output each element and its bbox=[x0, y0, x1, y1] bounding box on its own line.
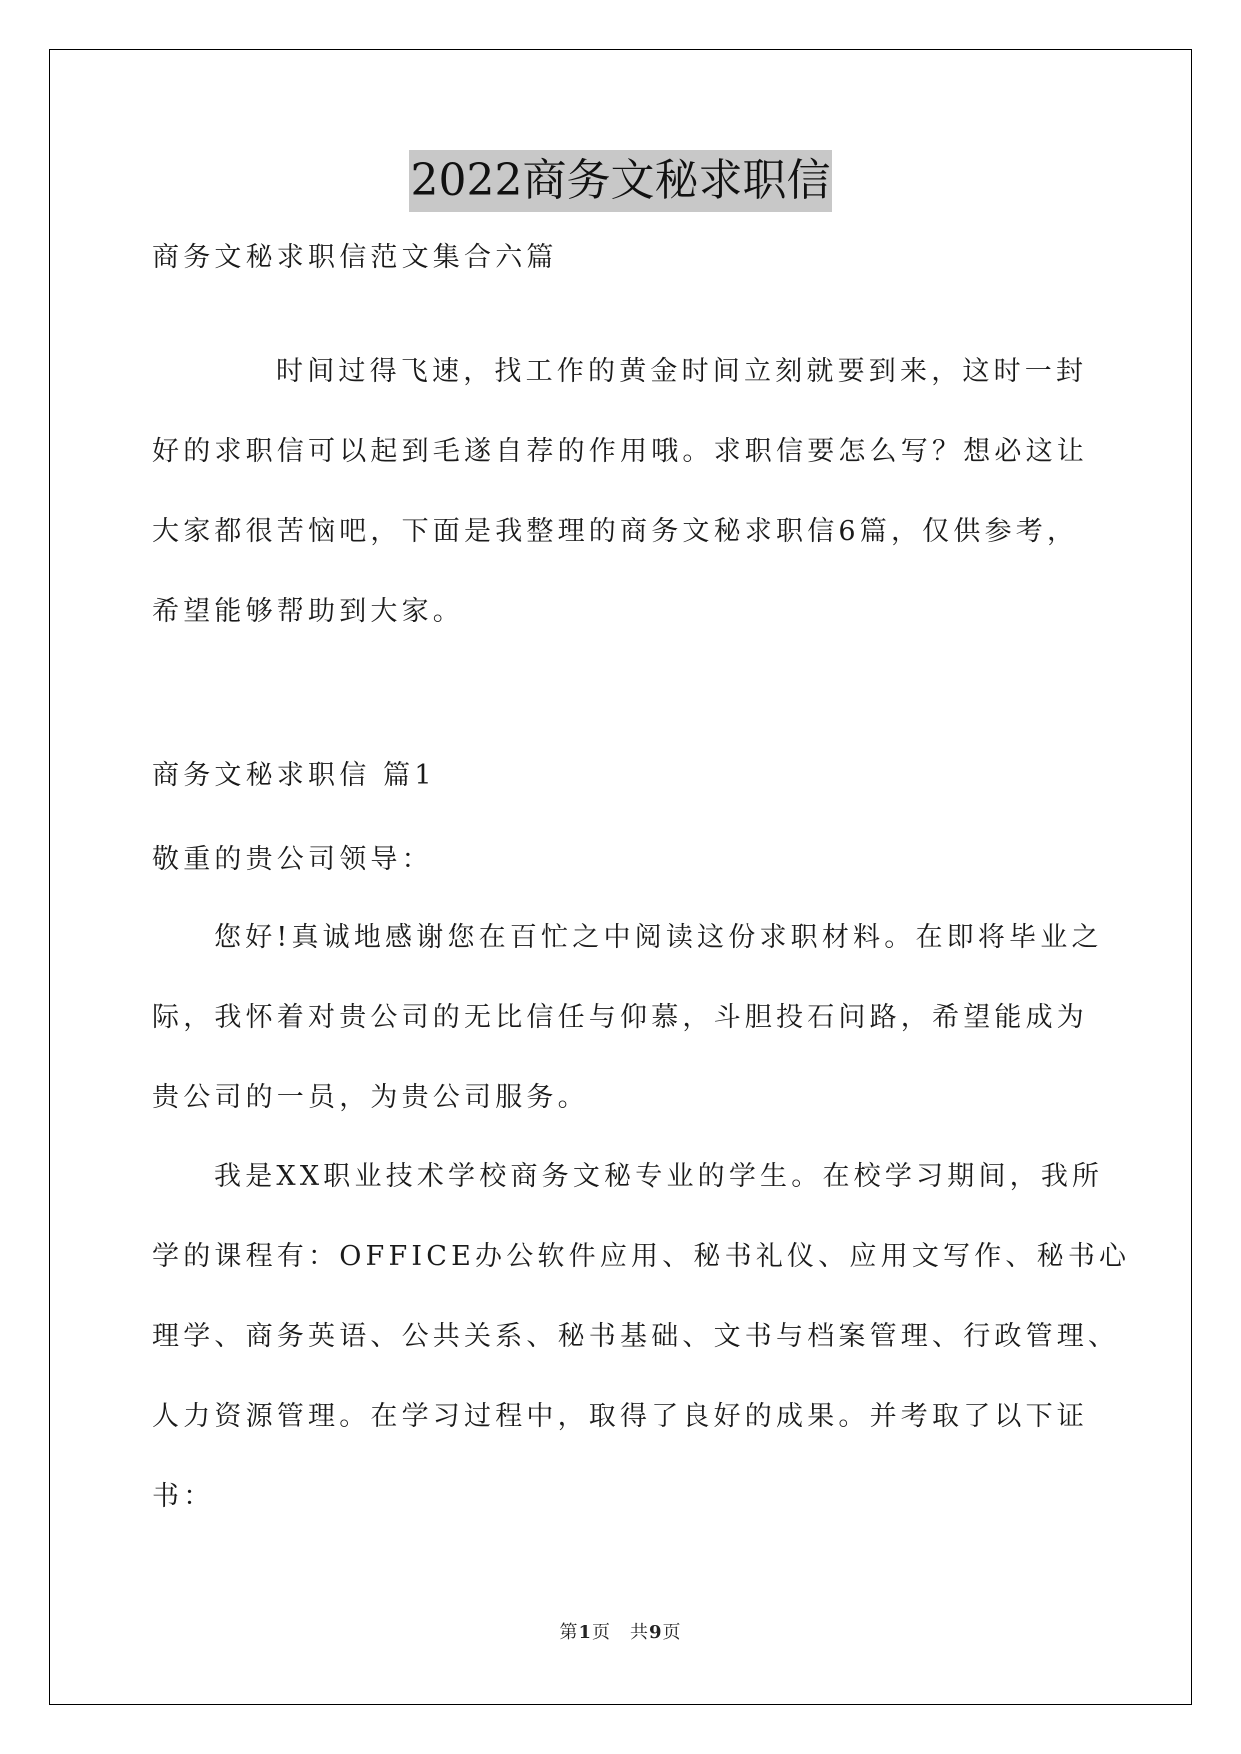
page-mid: 页 共 bbox=[592, 1622, 649, 1643]
paragraph-line: 您好!真诚地感谢您在百忙之中阅读这份求职材料。在即将毕业之 bbox=[214, 922, 1103, 953]
page-prefix: 第 bbox=[559, 1622, 579, 1643]
total-pages-number: 9 bbox=[649, 1622, 663, 1643]
intro-line: 希望能够帮助到大家。 bbox=[152, 596, 464, 627]
paragraph-line: 际，我怀着对贵公司的无比信任与仰慕，斗胆投石问路，希望能成为 bbox=[152, 1002, 1088, 1033]
intro-line: 好的求职信可以起到毛遂自荐的作用哦。求职信要怎么写？想必这让 bbox=[152, 436, 1088, 467]
salutation: 敬重的贵公司领导： bbox=[152, 844, 433, 875]
intro-line: 大家都很苦恼吧，下面是我整理的商务文秘求职信6篇，仅供参考， bbox=[152, 516, 1079, 547]
intro-paragraph bbox=[152, 332, 1092, 652]
document-title: 2022商务文秘求职信 bbox=[409, 150, 833, 212]
paragraph-line: 书： bbox=[152, 1481, 215, 1512]
body-paragraph-1 bbox=[152, 898, 1103, 1138]
body-paragraph-2 bbox=[152, 1137, 1131, 1537]
paragraph-line: 贵公司的一员，为贵公司服务。 bbox=[152, 1082, 589, 1113]
section-heading: 商务文秘求职信 篇1 bbox=[152, 760, 436, 791]
paragraph-line: 我是XX职业技术学校商务文秘专业的学生。在校学习期间，我所 bbox=[214, 1161, 1104, 1192]
page-suffix: 页 bbox=[662, 1622, 682, 1643]
paragraph-line: 理学、商务英语、公共关系、秘书基础、文书与档案管理、行政管理、 bbox=[152, 1321, 1120, 1352]
page-footer bbox=[0, 1618, 1241, 1644]
intro-line: 时间过得飞速，找工作的黄金时间立刻就要到来，这时一封 bbox=[276, 356, 1088, 387]
paragraph-line: 人力资源管理。在学习过程中，取得了良好的成果。并考取了以下证 bbox=[152, 1401, 1088, 1432]
title-container bbox=[0, 150, 1241, 212]
paragraph-line: 学的课程有：OFFICE办公软件应用、秘书礼仪、应用文写作、秘书心 bbox=[152, 1241, 1131, 1272]
document-subtitle: 商务文秘求职信范文集合六篇 bbox=[152, 242, 558, 273]
current-page-number: 1 bbox=[578, 1622, 592, 1643]
